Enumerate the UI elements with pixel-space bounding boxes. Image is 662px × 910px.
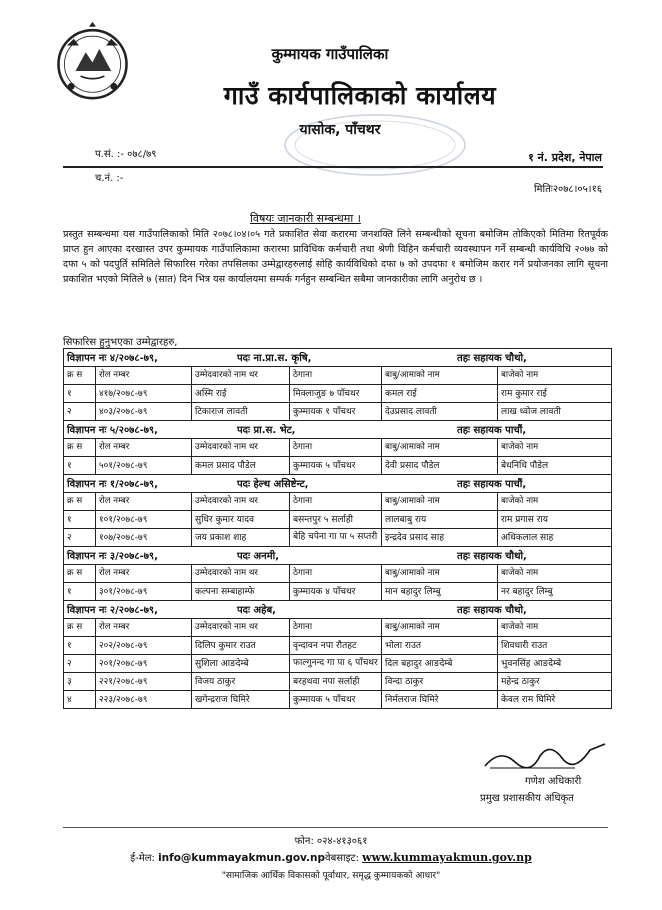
column-header: ठेगाना <box>290 367 382 385</box>
column-header: उम्मेदवारको नाम थर <box>192 439 290 457</box>
table-cell: कमल प्रसाद पौडेल <box>192 457 290 475</box>
column-header: क्र स <box>64 619 96 637</box>
email-prefix: ई-मेल: <box>130 853 155 864</box>
table-cell: देउप्रसाद लावती <box>382 403 498 421</box>
post-name: पदः ना.प्रा.स. कृषि, <box>237 353 312 364</box>
table-cell: दिलिप कुमार राउत <box>192 637 290 655</box>
table-cell: सुशिला आङदेम्बे <box>192 655 290 673</box>
column-header: क्र स <box>64 493 96 511</box>
table-cell: ४०३/२०७८-७९ <box>96 403 192 421</box>
post-level: तहः सहायक चौथो, <box>457 353 527 364</box>
table-cell: ३०१/२०७८-७९ <box>96 583 192 601</box>
column-header: बाजेको नाम <box>498 619 612 637</box>
post-level: तहः सहायक पाचौं, <box>457 479 527 490</box>
column-header-row <box>64 493 612 511</box>
column-header: उम्मेदवारको नाम थर <box>192 619 290 637</box>
post-name: पदः हेल्थ असिष्टेन्ट, <box>237 479 309 490</box>
table-cell: राम कुमार राई <box>498 385 612 403</box>
vacancy-number: विज्ञापन नः ३/२०७८-७९, <box>67 551 158 562</box>
column-header: ठेगाना <box>290 439 382 457</box>
vacancy-number: विज्ञापन नः ५/२०७८-७९, <box>67 425 158 436</box>
column-header: बाबु/आमाको नाम <box>382 367 498 385</box>
table-cell: भुवनसिंह आङदेम्बे <box>498 655 612 673</box>
column-header: रोल नम्बर <box>96 439 192 457</box>
table-cell: लालबाबु राय <box>382 511 498 529</box>
table-cell: जय प्रकाश शाह <box>192 529 290 547</box>
vacancy-header-cell <box>64 547 612 565</box>
table-cell: २ <box>64 655 96 673</box>
table-cell: कुम्मायक ४ पाँचथर <box>290 583 382 601</box>
column-header: रोल नम्बर <box>96 493 192 511</box>
vacancy-header-row <box>64 475 612 493</box>
table-cell: ५०१/२०७८-७९ <box>96 457 192 475</box>
table-cell: केवल राम घिमिरे <box>498 691 612 709</box>
email-link[interactable]: info@kummayakmun.gov.np <box>158 852 326 864</box>
column-header: क्र स <box>64 439 96 457</box>
table-cell: २०२/२०७८-७९ <box>96 637 192 655</box>
website-prefix: वेबसाइट: <box>325 853 359 864</box>
table-cell: शिवधारी राउत <box>498 637 612 655</box>
dispatch-number: च.नं. :- <box>95 173 124 184</box>
column-header: उम्मेदवारको नाम थर <box>192 565 290 583</box>
post-name: पदः अहेब, <box>237 605 276 616</box>
table-cell: महेन्द्र ठाकुर <box>498 673 612 691</box>
table-cell: १ <box>64 583 96 601</box>
province-label: १ नं. प्रदेश, नेपाल <box>528 151 602 164</box>
column-header: ठेगाना <box>290 565 382 583</box>
table-cell: फाल्गुनन्द गा पा ६ पाँचथर <box>290 655 382 673</box>
letter-date: मितिः२०७८।०५।१६ <box>533 184 602 195</box>
table-cell: अस्मि राई <box>192 385 290 403</box>
table-cell: ४१७/२०७८-७९ <box>96 385 192 403</box>
column-header-row <box>64 565 612 583</box>
column-header: उम्मेदवारको नाम थर <box>192 493 290 511</box>
table-cell: वृन्दावन नपा रौतहट <box>290 637 382 655</box>
column-header: बाजेको नाम <box>498 565 612 583</box>
table-row <box>64 403 612 421</box>
table-cell: ३ <box>64 673 96 691</box>
table-row <box>64 457 612 475</box>
table-cell: भोला राउत <box>382 637 498 655</box>
footer-slogan: "सामाजिक आर्थिक विकासको पूर्वाधार, समृद्ध कुम्मायकको आधार" <box>221 871 441 881</box>
table-cell: विन्दा ठाकुर <box>382 673 498 691</box>
table-cell: बरहथवा नपा सर्लाही <box>290 673 382 691</box>
table-cell: दिल बहादुर आङदेम्बे <box>382 655 498 673</box>
table-row <box>64 385 612 403</box>
post-level: तहः सहायक चौथो, <box>457 551 527 562</box>
table-cell: कुम्मायक ५ पाँचथर <box>290 457 382 475</box>
municipality-name: कुम्मायक गाउँपालिका <box>271 45 389 63</box>
post-name: पदः प्रा.स. भेट, <box>237 425 296 436</box>
header-divider <box>63 166 603 168</box>
vacancy-number: विज्ञापन नः १/२०७८-७९, <box>67 479 158 490</box>
office-stamp-icon <box>280 110 470 180</box>
vacancy-header-cell <box>64 601 612 619</box>
column-header: क्र स <box>64 367 96 385</box>
post-level: तहः सहायक चौथो, <box>457 605 527 616</box>
table-row <box>64 655 612 673</box>
table-cell: निर्मलराज घिमिरे <box>382 691 498 709</box>
table-cell: बेधनिधि पौडेल <box>498 457 612 475</box>
column-header: बाबु/आमाको नाम <box>382 493 498 511</box>
table-cell: १०७/२०७८-७९ <box>96 529 192 547</box>
table-row <box>64 529 612 547</box>
table-cell: २ <box>64 529 96 547</box>
footer-divider <box>63 827 608 828</box>
table-cell: १ <box>64 385 96 403</box>
post-level: तहः सहायक पाचौं, <box>457 425 527 436</box>
column-header: ठेगाना <box>290 619 382 637</box>
footer-phone: फोन: ०२४-४१३०६१ <box>294 836 368 847</box>
column-header: बाजेको नाम <box>498 367 612 385</box>
table-cell: ४ <box>64 691 96 709</box>
column-header-row <box>64 619 612 637</box>
column-header: बाबु/आमाको नाम <box>382 619 498 637</box>
letter-subject: विषयः जानकारी सम्बन्धमा । <box>250 212 361 225</box>
vacancy-header-row <box>64 349 612 367</box>
table-cell: विजय ठाकुर <box>192 673 290 691</box>
vacancy-header-row <box>64 601 612 619</box>
table-cell: मान बहादुर लिम्बु <box>382 583 498 601</box>
table-row <box>64 511 612 529</box>
vacancy-header-row <box>64 547 612 565</box>
table-cell: मिक्लाजुङ ७ पाँचथर <box>290 385 382 403</box>
table-row <box>64 637 612 655</box>
signatory-title: प्रमुख प्रशासकीय अधिकृत <box>480 793 574 804</box>
column-header: रोल नम्बर <box>96 619 192 637</box>
government-emblem-icon <box>50 20 135 105</box>
table-cell: २ <box>64 403 96 421</box>
vacancy-number: विज्ञापन नः ४/२०७८-७९, <box>67 353 158 364</box>
table-cell: इन्द्रदेव प्रसाद साह <box>382 529 498 547</box>
column-header: बाबु/आमाको नाम <box>382 439 498 457</box>
column-header: ठेगाना <box>290 493 382 511</box>
vacancy-number: विज्ञापन नः २/२०७८-७९, <box>67 605 158 616</box>
website-link[interactable]: www.kummayakmun.gov.np <box>362 851 532 864</box>
table-cell: लाख ध्वोज लावती <box>498 403 612 421</box>
office-title: गाउँ कार्यपालिकाको कार्यालय <box>223 81 497 110</box>
table-row <box>64 673 612 691</box>
table-cell: १०१/२०७८-७९ <box>96 511 192 529</box>
reference-number: प.सं. :- ०७८/७९ <box>95 149 157 160</box>
column-header: रोल नम्बर <box>96 367 192 385</box>
table-cell: कुम्मायक १ पाँचथर <box>290 403 382 421</box>
vacancy-header-row <box>64 421 612 439</box>
vacancy-header-cell <box>64 475 612 493</box>
table-cell: अधिकलाल साह <box>498 529 612 547</box>
letter-body: प्रस्तुत सम्बन्धमा यस गाउँपालिकाको मिति २०७८।०४।०५ गते प्रकाशित सेवा करारमा जनशक्ति लिने सम्बन्धीको सूचना बमोजिम तोकिएको मितिमा रितपूर्वक प्राप्त हुन आएका दरखास्त उपर कुम्मायक गाउँपालिकामा करारमा प्राविधिक कर्मचारी तथा श्रेणी विहिन कर्मचारी व्यवस्थापन गर्ने सम्बन्धी कार्यविधि २०७७ को दफा ५ को पदपुर्ति समितिले सिफारिस गरेका तपसिलका उम्मेद्वारहरुलाई सोहि कार्यविधिको दफा ७ को उपदफा १ बमोजिम करार गर्ने प्रयोजनका लागि सूचना प्रकाशित भएको मितिले ७ (सात) दिन भित्र यस कार्यालयमा सम्पर्क गर्नहुन सम्बन्धित सबैमा जानकारीका लागि अनुरोध छ । <box>63 229 608 285</box>
signatory-name: गणेश अधिकारी <box>525 776 582 787</box>
office-address: यासोक, पाँचथर <box>299 122 381 138</box>
recommended-candidates-label: सिफारिस हुनुभएका उम्मेद्वारहरु, <box>63 337 178 348</box>
table-cell: खगेन्द्रराज घिमिरे <box>192 691 290 709</box>
table-cell: १ <box>64 457 96 475</box>
candidates-table <box>63 348 612 709</box>
table-cell: देवी प्रसाद पौडेल <box>382 457 498 475</box>
column-header: बाबु/आमाको नाम <box>382 565 498 583</box>
table-cell: २०१/२०७८-७९ <box>96 655 192 673</box>
column-header-row <box>64 439 612 457</box>
table-cell: १ <box>64 511 96 529</box>
vacancy-header-cell <box>64 349 612 367</box>
column-header: क्र स <box>64 565 96 583</box>
table-cell: टिकाराज लावती <box>192 403 290 421</box>
table-cell: १ <box>64 637 96 655</box>
table-cell: बसन्तपुर ५ सर्लाही <box>290 511 382 529</box>
table-cell: बेहि चपेना गा पा ५ सप्तरी <box>290 529 382 547</box>
column-header: उम्मेदवारको नाम थर <box>192 367 290 385</box>
table-cell: २२३/२०७८-७९ <box>96 691 192 709</box>
table-cell: राम प्रगास राय <box>498 511 612 529</box>
table-cell: २२१/२०७८-७९ <box>96 673 192 691</box>
table-cell: कुम्मायक ५ पाँचथर <box>290 691 382 709</box>
table-cell: कल्पना सम्बाहाम्फे <box>192 583 290 601</box>
column-header: रोल नम्बर <box>96 565 192 583</box>
column-header-row <box>64 367 612 385</box>
table-cell: कमल राई <box>382 385 498 403</box>
column-header: बाजेको नाम <box>498 493 612 511</box>
column-header: बाजेको नाम <box>498 439 612 457</box>
table-row <box>64 691 612 709</box>
vacancy-header-cell <box>64 421 612 439</box>
signature-icon <box>480 738 610 774</box>
footer-contact <box>0 850 662 864</box>
table-cell: सुधिर कुमार यादव <box>192 511 290 529</box>
table-row <box>64 583 612 601</box>
post-name: पदः अनमी, <box>237 551 280 562</box>
table-cell: नर बहादुर लिम्बु <box>498 583 612 601</box>
